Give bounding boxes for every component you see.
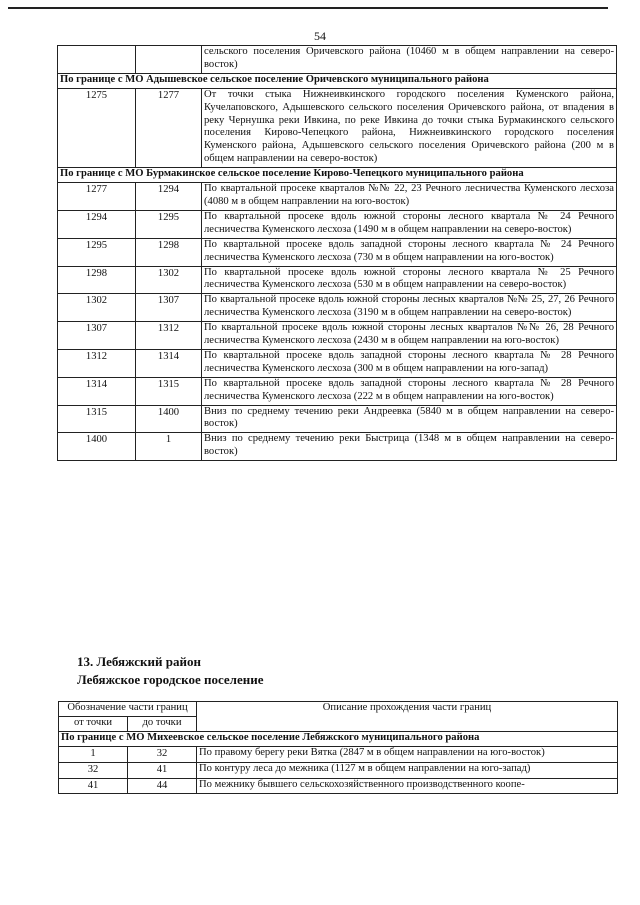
table-row (58, 405, 617, 433)
to-cell: 32 (128, 746, 197, 762)
to-cell: 1 (136, 433, 202, 461)
to-cell: 1277 (136, 88, 202, 167)
to-cell: 1298 (136, 238, 202, 266)
to-cell: 1294 (136, 183, 202, 211)
from-cell: 1314 (58, 377, 136, 405)
table-row (58, 294, 617, 322)
from-cell (58, 46, 136, 74)
to-column-header: до точки (128, 716, 197, 731)
group-header: По границе с МО Бурмакинское сельское поселение Кирово-Чепецкого муниципального района (58, 168, 617, 183)
boundary-table (58, 701, 618, 794)
desc-cell: По квартальной просеке вдоль западной стороны лесного квартала № 28 Речного лесничества Куменского лесхоза (222 м в общем направлении на юго-восток) (202, 377, 617, 405)
desc-cell: По квартальной просеке кварталов №№ 22, 23 Речного лесничества Куменского лесхоза (4080 м в общем направлении на юго-восток) (202, 183, 617, 211)
desc-cell: Вниз по среднему течению реки Быстрица (1348 м в общем направлении на северо-восток) (202, 433, 617, 461)
table-row (58, 349, 617, 377)
table-row (58, 88, 617, 167)
desc-cell: По квартальной просеке вдоль южной стороны лесных кварталов №№ 26, 28 Речного лесничества Куменского лесхоза (2430 м в общем направлении на юго-восток) (202, 322, 617, 350)
header-row (59, 702, 618, 717)
table-row (58, 266, 617, 294)
from-cell: 41 (59, 778, 128, 794)
from-cell: 1295 (58, 238, 136, 266)
to-cell: 1314 (136, 349, 202, 377)
from-column-header: от точки (59, 716, 128, 731)
top-rule (8, 7, 608, 9)
section-subtitle: Лебяжское городское поселение (77, 672, 264, 687)
to-cell: 1307 (136, 294, 202, 322)
table-row (58, 210, 617, 238)
from-cell: 1277 (58, 183, 136, 211)
desc-cell: Вниз по среднему течению реки Андреевка (5840 м в общем направлении на северо-восток) (202, 405, 617, 433)
desc-cell: По межнику бывшего сельскохозяйственного производственного коопе- (197, 778, 618, 794)
to-cell: 1400 (136, 405, 202, 433)
from-cell: 1294 (58, 210, 136, 238)
table-row (58, 183, 617, 211)
table-row (59, 762, 618, 778)
to-cell: 1312 (136, 322, 202, 350)
points-column-header: Обозначение части границ (59, 702, 197, 717)
from-cell: 1400 (58, 433, 136, 461)
table-row (59, 778, 618, 794)
to-cell: 1295 (136, 210, 202, 238)
desc-cell: По правому берегу реки Вятка (2847 м в общем направлении на юго-восток) (197, 746, 618, 762)
from-cell: 1307 (58, 322, 136, 350)
table-row (58, 46, 617, 74)
to-cell: 44 (128, 778, 197, 794)
group-header: По границе с МО Адышевское сельское поселение Оричевского муниципального района (58, 73, 617, 88)
table-row (59, 746, 618, 762)
group-header-row (59, 731, 618, 746)
table-row (58, 322, 617, 350)
from-cell: 1298 (58, 266, 136, 294)
desc-column-header: Описание прохождения части границ (197, 702, 618, 732)
desc-cell: По квартальной просеке вдоль южной стороны лесных кварталов №№ 25, 27, 26 Речного лесничества Куменского лесхоза (3190 м в общем направлении на северо-восток) (202, 294, 617, 322)
desc-cell: По квартальной просеке вдоль западной стороны лесного квартала № 28 Речного лесничества Куменского лесхоза (300 м в общем направлении на юго-запад) (202, 349, 617, 377)
from-cell: 1312 (58, 349, 136, 377)
desc-cell: По контуру леса до межника (1127 м в общем направлении на юго-запад) (197, 762, 618, 778)
group-header-row (58, 168, 617, 183)
group-header: По границе с МО Михеевское сельское поселение Лебяжского муниципального района (59, 731, 618, 746)
desc-cell: По квартальной просеке вдоль южной стороны лесного квартала № 25 Речного лесничества Куменского лесхоза (530 м в общем направлении на северо-восток) (202, 266, 617, 294)
boundary-table-continued (57, 45, 617, 461)
from-cell: 1275 (58, 88, 136, 167)
from-cell: 32 (59, 762, 128, 778)
to-cell: 41 (128, 762, 197, 778)
from-cell: 1315 (58, 405, 136, 433)
from-cell: 1302 (58, 294, 136, 322)
to-cell: 1302 (136, 266, 202, 294)
to-cell: 1315 (136, 377, 202, 405)
desc-cell: По квартальной просеке вдоль южной стороны лесного квартала № 24 Речного лесничества Куменского лесхоза (1490 м в общем направлении на северо-восток) (202, 210, 617, 238)
desc-cell: сельского поселения Оричевского района (10460 м в общем направлении на северо-восток) (202, 46, 617, 74)
table-row (58, 238, 617, 266)
to-cell (136, 46, 202, 74)
page-number: 54 (314, 29, 326, 43)
table-row (58, 433, 617, 461)
table-row (58, 377, 617, 405)
section-title: 13. Лебяжский район (77, 654, 201, 669)
from-cell: 1 (59, 746, 128, 762)
group-header-row (58, 73, 617, 88)
desc-cell: По квартальной просеке вдоль западной стороны лесного квартала № 24 Речного лесничества Куменского лесхоза (730 м в общем направлении на юго-восток) (202, 238, 617, 266)
desc-cell: От точки стыка Нижнеивкинского городского поселения Куменского района, Кучелаповского, Адышевского сельского поселения Оричевского района, от впадения в реку Чернушка реки Ивкина, по реке Ивкина до точки стыка Бурмакинского сельского поселения Кирово-Чепецкого района, Нижнеивкинского городского поселения Куменского района, Адышевского сельского поселения Оричевского района (200 м в общем направлении на северо-восток) (202, 88, 617, 167)
